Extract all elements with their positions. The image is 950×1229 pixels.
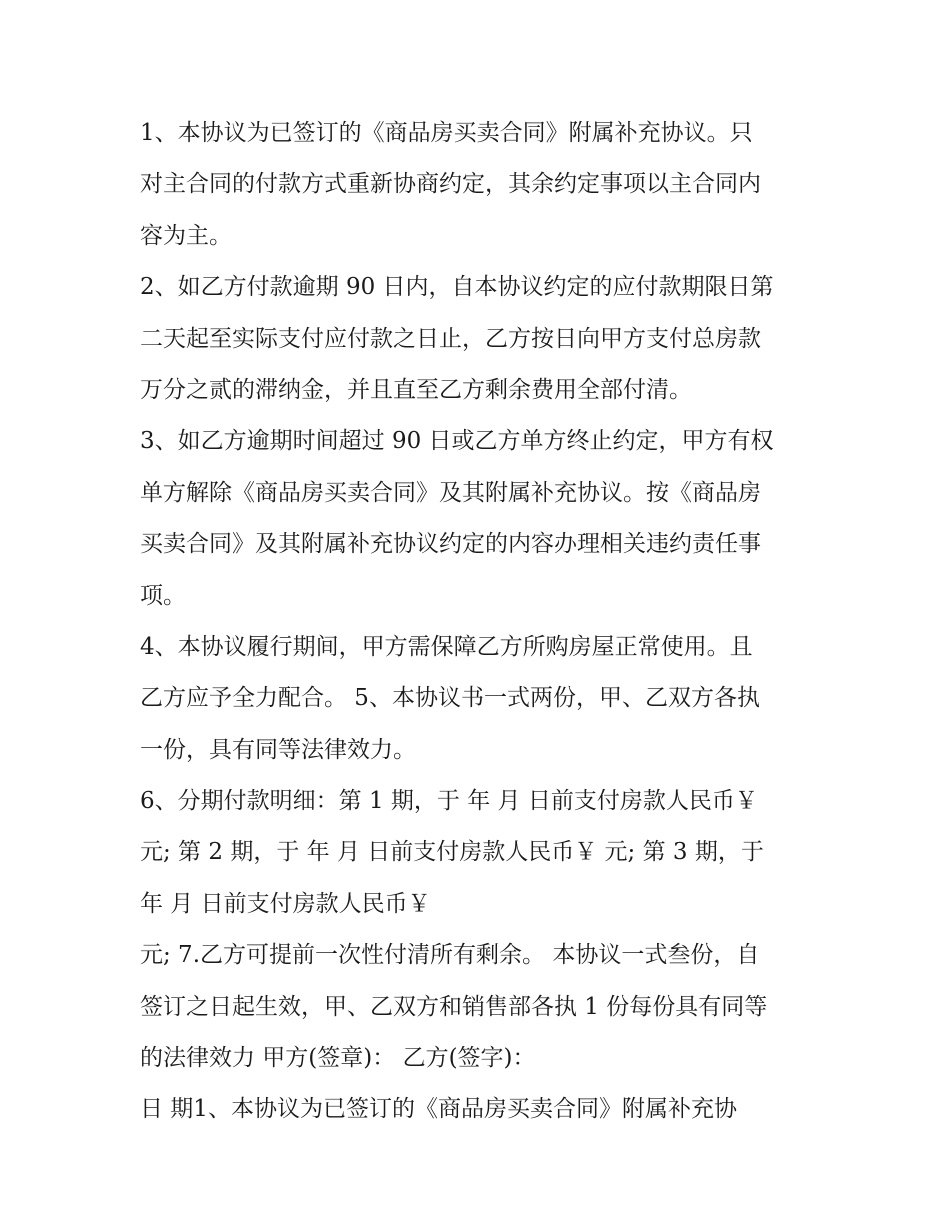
text-line: 容为主。: [140, 222, 232, 249]
text-line: 1、本协议为已签订的《商品房买卖合同》附属补充协议。只: [140, 120, 753, 146]
text-line: 元; 7.乙方可提前一次性付清所有剩余。 本协议一式叁份，自: [140, 942, 760, 969]
text-line: 万分之贰的滞纳金，并且直至乙方剩余费用全部付清。: [140, 376, 692, 403]
text-line: 2、如乙方付款逾期 90 日内，自本协议约定的应付款期限日第: [140, 274, 774, 301]
text-line: 的法律效力 甲方(签章)： 乙方(签字)：: [140, 1045, 536, 1072]
text-line: 元; 第 2 期，于 年 月 日前支付房款人民币￥ 元; 第 3 期，于: [140, 839, 764, 866]
text-line: 项。: [140, 582, 186, 609]
agreement-text: [140, 108, 820, 1136]
text-line: 年 月 日前支付房款人民币￥: [140, 890, 431, 917]
text-line: 6、分期付款明细：第 1 期，于 年 月 日前支付房款人民币￥: [140, 788, 758, 815]
text-line: 买卖合同》及其附属补充协议约定的内容办理相关违约责任事: [140, 531, 761, 558]
text-line: 单方解除《商品房买卖合同》及其附属补充协议。按《商品房: [140, 479, 761, 506]
text-line: 乙方应予全力配合。 5、本协议书一式两份，甲、乙双方各执: [140, 685, 760, 712]
text-line: 一份，具有同等法律效力。: [140, 736, 416, 763]
text-line: 对主合同的付款方式重新协商约定，其余约定事项以主合同内: [140, 171, 761, 198]
text-line: 签订之日起生效，甲、乙双方和销售部各执 1 份每份具有同等: [140, 993, 768, 1020]
text-line: 3、如乙方逾期时间超过 90 日或乙方单方终止约定，甲方有权: [140, 428, 774, 455]
text-line: 4、本协议履行期间，甲方需保障乙方所购房屋正常使用。且: [140, 633, 753, 660]
text-line: 日 期1、本协议为已签订的《商品房买卖合同》附属补充协: [140, 1096, 737, 1123]
text-line: 二天起至实际支付应付款之日止，乙方按日向甲方支付总房款: [140, 325, 761, 352]
